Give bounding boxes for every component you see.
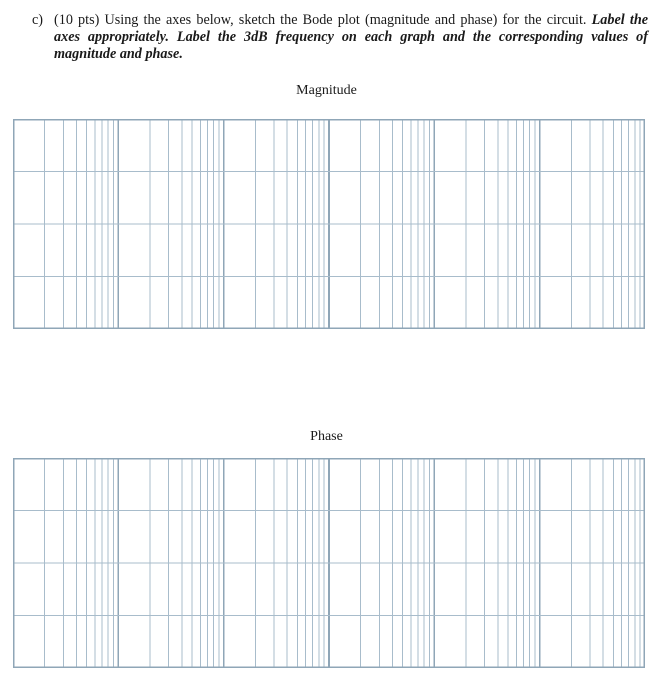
question-instructions: (10 pts) Using the axes below, sketch the Bode plot (magnitude and phase) for the circuit.: [54, 12, 587, 28]
question-text: [32, 12, 648, 63]
question-emphasis: Label the axes appropriately. Label the 3dB frequency on each graph and the corresponding values of magnitude and phase.: [54, 12, 649, 62]
magnitude-semilog-grid: [13, 119, 645, 329]
phase-plot-title: Phase: [310, 429, 343, 444]
question-body: [54, 12, 648, 63]
question-label: c): [32, 12, 44, 28]
phase-semilog-grid: [13, 458, 645, 668]
magnitude-plot-title: Magnitude: [296, 83, 357, 98]
